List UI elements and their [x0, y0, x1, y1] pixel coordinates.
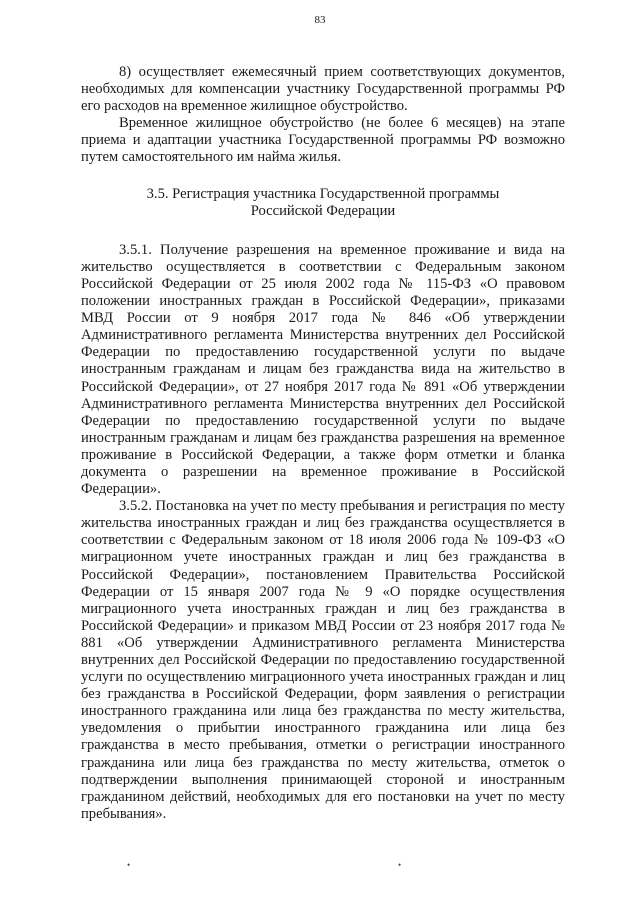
- scan-speck-right: •: [398, 860, 402, 870]
- paragraph-3-5-1: 3.5.1. Получение разрешения на временное проживание и вида на жительство осуществляется в соответствии с Федеральным законом Российской Федерации от 25 июля 2002 года № 115-ФЗ «О правовом положении иностранных граждан в Российской Федерации», приказами МВД России от 9 ноября 2017 года № 846 «Об утверждении Административного регламента Министерства внутренних дел Российской Федерации по предоставлению государственной услуги по выдаче иностранным гражданам и лицам без гражданства вида на жительство в Российской Федерации», от 27 ноября 2017 года № 891 «Об утверждении Административного регламента Министерства внутренних дел Российской Федерации по предоставлению государственной услуги по выдаче иностранным гражданам и лицам без гражданства разрешения на временное проживание в Российской Федерации, а также форм отметки и бланка документа о разрешении на временное проживание в Российской Федерации».: [81, 241, 565, 498]
- document-body: [81, 64, 565, 823]
- paragraph-temporary-housing: Временное жилищное обустройство (не более 6 месяцев) на этапе приема и адаптации участника Государственной программы РФ возможно путем самостоятельного им найма жилья.: [81, 115, 565, 166]
- section-heading: [81, 186, 565, 220]
- section-heading-line1: 3.5. Регистрация участника Государственной программы: [146, 185, 500, 202]
- page-number: 83: [314, 14, 326, 26]
- section-heading-line2: Российской Федерации: [250, 202, 396, 219]
- paragraph-3-5-2: 3.5.2. Постановка на учет по месту пребывания и регистрация по месту жительства иностранных граждан и лиц без гражданства осуществляется в соответствии с Федеральным законом от 18 июля 2006 года № 109-ФЗ «О миграционном учете иностранных граждан и лиц без гражданства в Российской Федерации», постановлением Правительства Российской Федерации от 15 января 2007 года № 9 «О порядке осуществления миграционного учета иностранных граждан и лиц без гражданства в Российской Федерации» и приказом МВД России от 23 ноября 2017 года № 881 «Об утверждении Административного регламента Министерства внутренних дел Российской Федерации по предоставлению государственной услуги по осуществлению миграционного учета иностранных граждан и лиц без гражданства в Российской Федерации, форм заявления о регистрации иностранного гражданина или лица без гражданства по месту жительства, уведомления о прибытии иностранного гражданина или лица без гражданства в место пребывания, отметки о регистрации иностранного гражданина или лица без гражданства по месту жительства, отметок о подтверждении выполнения принимающей стороной и иностранным гражданином действий, необходимых для его постановки на учет по месту пребывания».: [81, 498, 565, 822]
- scan-speck-left: •: [127, 860, 131, 870]
- paragraph-item-8: 8) осуществляет ежемесячный прием соответствующих документов, необходимых для компенсации участнику Государственной программы РФ его расходов на временное жилищное обустройство.: [81, 64, 565, 115]
